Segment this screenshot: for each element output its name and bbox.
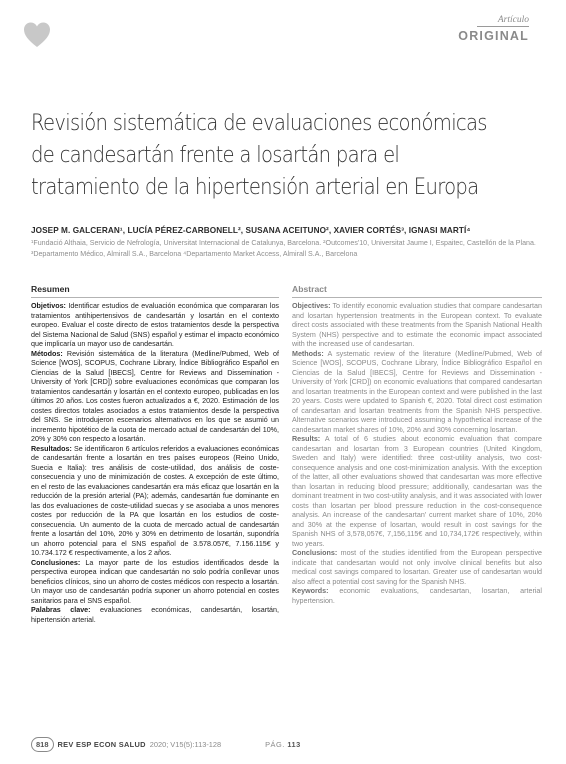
page-footer — [31, 737, 301, 752]
article-kind: Artículo — [497, 15, 529, 25]
journal-page: PÁG. 113 — [265, 740, 301, 749]
heart-logo-icon — [22, 20, 52, 50]
title-line-2: de candesartán frente a losartán para el — [31, 143, 400, 168]
abstract-body — [292, 302, 542, 606]
abstract-heading: Abstract — [292, 284, 542, 298]
article-title — [31, 108, 490, 204]
affiliations: ¹Fundació Althaia, Servicio de Nefrología, Universitat Internacional de Catalunya, Barcelona. ²Outcomes'10, Universitat Jaume I, Espaitec, Castellón de la Plana. ³Departamento Médico, Almirall S.A., Barcelona ⁴Departamento Market Access, Almirall S.A., Barcelona — [31, 239, 536, 259]
resumen-column — [31, 284, 279, 625]
abstract-keywords: Keywords: economic evaluations, candesartan, losartan, arterial hypertension. — [292, 587, 542, 605]
title-line-1: Revisión sistemática de evaluaciones económicas — [31, 111, 487, 136]
abstract-column — [292, 284, 542, 606]
resumen-metodos: Métodos: Revisión sistemática de la literatura (Medline/Pubmed, Web of Science [WOS], SCOPUS, Cochrane Library, Índice Bibliográfico Español en Ciencias de la Salud [IBECS], Centre for Reviews and Dissemination - University of York [CRD]) sobre evaluaciones económicas que comparan los tratamientos candesartán y losartán en el contexto europeo, publicadas en los últimos 20 años. Los costes fueron actualizados a €, 2020. Estimación de los costes directos totales asociados a estos tratamientos desde la perspectiva del SNS. Se introdujeron escenarios alternativos en los que se asumió un incremento hipotético de la cuota de mercado actual de candesartán del 10%, 20% y 30% con respecto a losartán. — [31, 349, 279, 443]
resumen-objetivos: Objetivos: Identificar estudios de evaluación económica que compararan los tratamientos antihipertensivos de candesartán y losartán en el contexto europeo. Evaluar el coste directo de estos tratamientos desde la perspectiva del Sistema Nacional de Salud (SNS) español y estimar el impacto económico que implicaría un mayor uso de candesartán. — [31, 302, 279, 348]
journal-volume: 2020; V15(5):113-128 — [149, 740, 222, 749]
resumen-heading: Resumen — [31, 284, 279, 298]
author-list: JOSEP M. GALCERAN¹, LUCÍA PÉREZ-CARBONELL², SUSANA ACEITUNO², XAVIER CORTÉS³, IGNASI MARTÍ⁴ — [31, 226, 471, 235]
resumen-body — [31, 302, 279, 625]
article-label: ORIGINAL — [458, 29, 529, 43]
journal-name: REV ESP ECON SALUD — [57, 740, 146, 749]
resumen-resultados: Resultados: Se identificaron 6 artículos referidos a evaluaciones económicas de candesartán frente a losartán en tres países europeos (Reino Unido, Suecia e Italia): tres análisis de coste-utilidad, dos análisis de coste-consecuencia y uno de minimización de costes. A excepción de este último, en el resto de las evaluaciones candesartán era más eficaz que losartán en la reducción de la presión arterial (PA); además, candesartán fue dominante en las dos evaluaciones de coste-utilidad suecas y se asociaba a unos menores costes por reducción de la PA que losartán en los estudios de coste-consecuencia. Un aumento de la cuota de mercado actual de candesartán frente a losartán del 10%, 20% y 30% en detrimento de losartán, supondría un ahorro potencial para el SNS español de 3.578.057€, 7.156.115€ y 10.734.172 € respectivamente, a los 2 años. — [31, 444, 279, 557]
resumen-conclusiones: Conclusiones: La mayor parte de los estudios identificados desde la perspectiva europea indican que candesartán no solo podría conllevar unos beneficios clínicos, sino un ahorro de costes médicos con respecto a losartán. Un mayor uso de candesartán podría suponer un ahorro potencial en costes sanitarios para el SNS español. — [31, 558, 279, 605]
article-type-rule — [477, 26, 529, 27]
resumen-palabras-clave: Palabras clave: evaluaciones económicas, candesartán, losartán, hipertensión arterial. — [31, 606, 279, 624]
abstract-methods: Methods: A systematic review of the literature (Medline/Pubmed, Web of Science [WOS], SCOPUS, Cochrane Library, Índice Bibliográfico Español en Ciencias de la Salud [IBECS], Centre for Reviews and Dissemination - University of York [CRD]) on economic evaluations that compared candesartan and losartan treatments in the European context and were published in the last 20 years. Costs were updated to Spanish €, 2020. Total direct cost estimation of candesartan and losartan treatments from the Spanish NHS perspective. Alternative scenarios were introduced assuming a hypothetical increase of the candesartan market shares of 10%, 20% and 30% concerning losartan. — [292, 349, 542, 434]
article-type — [458, 15, 529, 43]
abstract-conclusions: Conclusions: most of the studies identified from the European perspective indicate that candesartan would not only involve clinical benefits but also medical cost savings compared to losartan. Greater use of candesartan would also affect a potential cost saving for the Spanish NHS. — [292, 549, 542, 586]
abstract-results: Results: A total of 6 studies about economic evaluation that compare candesartan and losartan from 3 European countries (United Kingdom, Sweden and Italy) were identified: three cost-utility analysis, two cost-consequence analysis and one cost-minimization analysis. With the exception of the latter, all other evaluations showed that candesartan was more effective than losartan in reducing blood pressure; additionally, candesartan was the dominant treatment in two cost-utility analysis, and it was associated with lower costs than losartan per blood pressure reduction in the cost-consequence analysis. An increase of the candesartan' current market share of 10%, 20% and 30% at the expense of losartan, would result in cost savings for the Spanish NHS of 3,578,057€, 7,156,115€ and 10,734,172€ respectively, within two years. — [292, 435, 542, 548]
title-line-3: tratamiento de la hipertensión arterial en Europa — [31, 175, 479, 200]
abstract-objectives: Objectives: To identify economic evaluation studies that compare candesartan and losartan hypertension treatments in the European context. To evaluate direct costs associated with these treatments from the Spanish National Health System (NHS) perspective and to estimate the economic impact associated with the increased use of candesartan. — [292, 302, 542, 348]
page-number-badge: 818 — [31, 737, 54, 752]
